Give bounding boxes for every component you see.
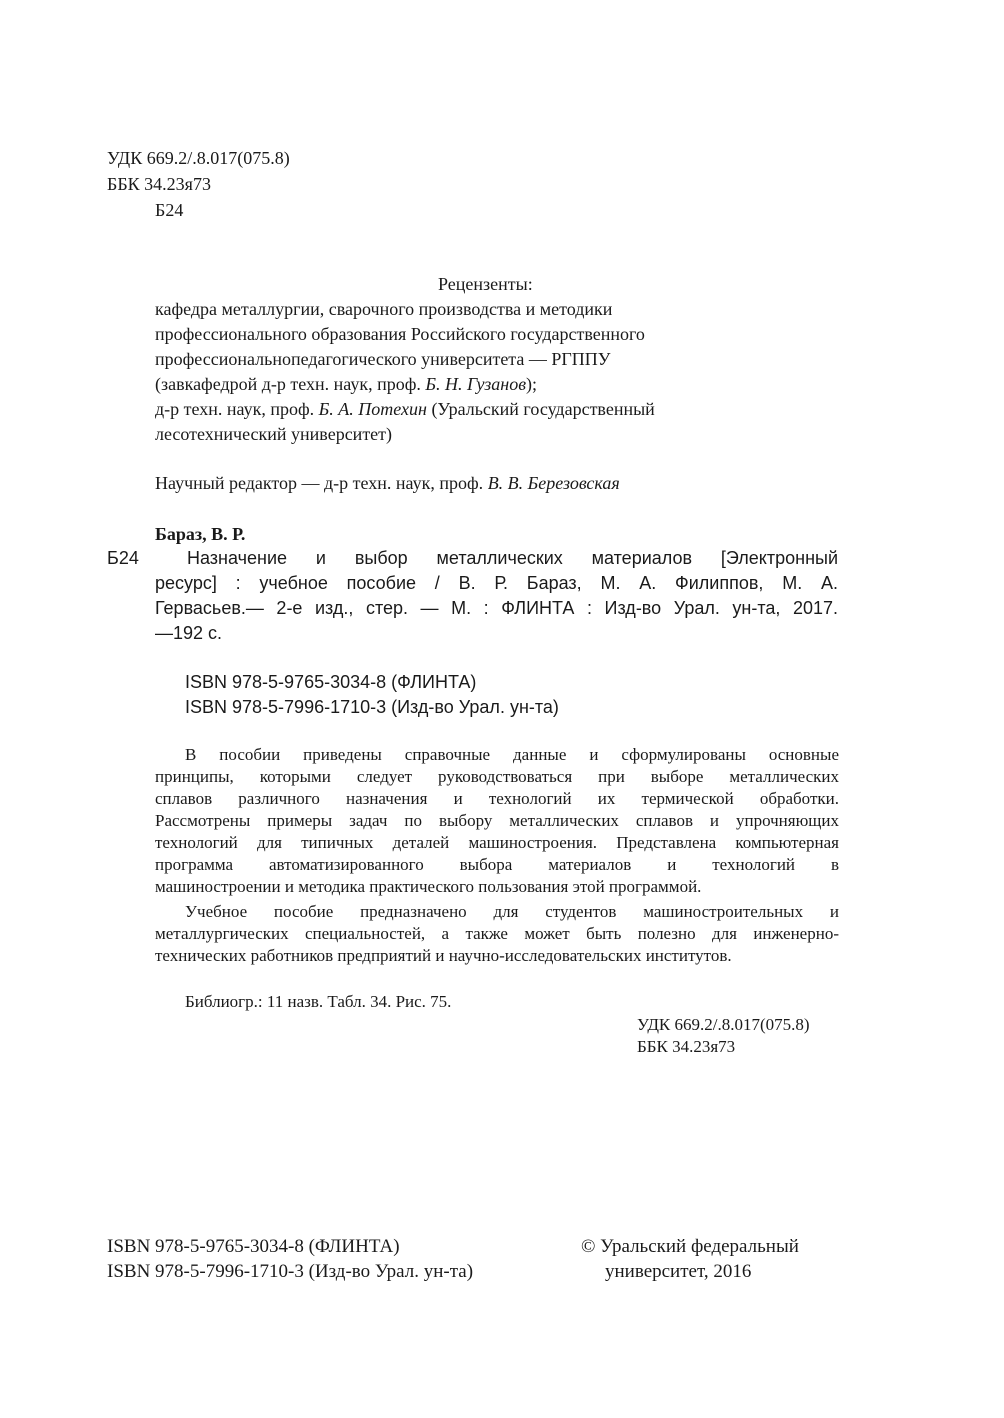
footer-isbn: ISBN 978-5-7996-1710-3 (Изд-во Урал. ун-та)	[107, 1261, 474, 1282]
reviewers-line: лесотехнический университет)	[155, 424, 393, 444]
bib-isbn: ISBN 978-5-9765-3034-8 (ФЛИНТА)	[185, 672, 477, 692]
abstract-line: машиностроении и методика практического пользования этой программой.	[155, 877, 702, 896]
abstract-line: технических работников предприятий и научно-исследовательских институтов.	[155, 946, 732, 965]
bbk-header: ББК 34.23я73	[107, 174, 211, 194]
biblio-summary: Библиогр.: 11 назв. Табл. 34. Рис. 75.	[185, 992, 452, 1011]
reviewers-line-suffix: );	[526, 374, 538, 394]
bib-line: Гервасьев.— 2-е изд., стер. — М. : ФЛИНТА : Изд-во Урал. ун-та, 2017.	[155, 598, 838, 618]
abstract-line: технологий для типичных деталей машиностроения. Представлена компьютерная	[155, 833, 839, 852]
abstract-line: принципы, которыми следует руководствоваться при выборе металлических	[155, 767, 839, 786]
abstract-line: Учебное пособие предназначено для студентов машиностроительных и	[185, 902, 839, 921]
abstract-line: программа автоматизированного выбора материалов и технологий в	[155, 855, 839, 874]
reviewers-line-suffix: (Уральский государственный	[426, 399, 655, 419]
reviewers-line: профессиональнопедагогического университета — РГППУ	[155, 349, 611, 369]
abstract-line: сплавов различного назначения и технологий их термической обработки.	[155, 789, 839, 808]
bib-code: Б24	[107, 548, 139, 568]
reviewers-line-prefix: (завкафедрой д-р техн. наук, проф.	[155, 374, 426, 394]
udk-header: УДК 669.2/.8.017(075.8)	[107, 148, 290, 168]
reviewer-name: Б. Н. Гузанов	[425, 374, 527, 394]
reviewers-title: Рецензенты:	[438, 274, 533, 294]
abstract-line: В пособии приведены справочные данные и сформулированы основные	[185, 745, 839, 764]
udk-classification: УДК 669.2/.8.017(075.8)	[637, 1015, 810, 1034]
author-code-header: Б24	[155, 200, 184, 220]
editor-name: В. В. Березовская	[487, 473, 620, 493]
bib-author: Бараз, В. Р.	[155, 524, 246, 544]
bbk-classification: ББК 34.23я73	[637, 1037, 736, 1056]
footer-isbn: ISBN 978-5-9765-3034-8 (ФЛИНТА)	[107, 1236, 400, 1257]
bib-line: —192 с.	[155, 623, 223, 643]
bib-line: Назначение и выбор металлических материалов [Электронный	[187, 548, 838, 568]
reviewers-line	[155, 372, 537, 396]
bib-line: ресурс] : учебное пособие / В. Р. Бараз, М. А. Филиппов, М. А.	[155, 573, 838, 593]
editor-prefix: Научный редактор — д-р техн. наук, проф.	[155, 473, 488, 493]
reviewers-line-prefix: д-р техн. наук, проф.	[155, 399, 319, 419]
copyright-line: © Уральский федеральный	[581, 1236, 799, 1257]
abstract-line: металлургических специальностей, а также может быть полезно для инженерно-	[155, 924, 839, 943]
reviewers-line: профессионального образования Российского государственного	[155, 324, 645, 344]
scientific-editor	[155, 471, 620, 495]
reviewer-name: Б. А. Потехин	[318, 399, 427, 419]
copyright-line: университет, 2016	[605, 1261, 752, 1282]
reviewers-line	[155, 397, 655, 421]
reviewers-line: кафедра металлургии, сварочного производства и методики	[155, 299, 613, 319]
abstract-line: Рассмотрены примеры задач по выбору металлических сплавов и упрочняющих	[155, 811, 839, 830]
bib-isbn: ISBN 978-5-7996-1710-3 (Изд-во Урал. ун-та)	[185, 697, 559, 717]
